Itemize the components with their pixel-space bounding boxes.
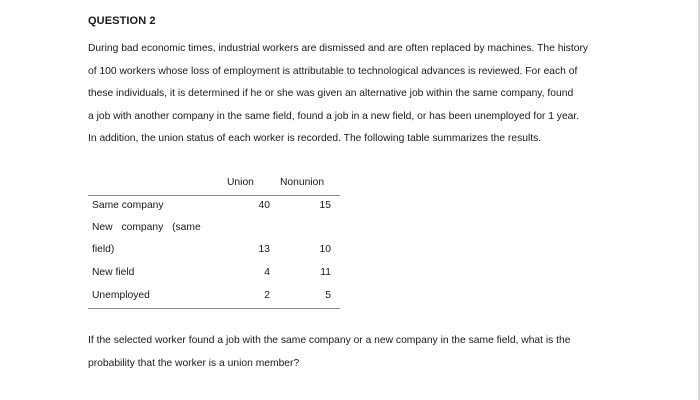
cell-union-same-company: 40 [258,200,270,211]
cell-nonunion-unemployed: 5 [325,290,331,301]
row-label-new-company-cont: field) [92,244,115,255]
column-header-union: Union [227,177,254,188]
intro-line: During bad economic times, industrial workers are dismissed and are often replaced by machines. The history [88,43,589,54]
cell-union-new-field: 4 [264,267,270,278]
cell-union-new-company: 13 [258,244,270,255]
prompt-line: probability that the worker is a union member? [88,357,300,369]
intro-line: In addition, the union status of each worker is recorded. The following table summarizes the results. [88,133,542,144]
intro-line: of 100 workers whose loss of employment is attributable to technological advances is reviewed. For each of [88,65,578,77]
cell-nonunion-new-company: 10 [319,244,331,255]
prompt-line: If the selected worker found a job with the same company or a new company in the same field, what is the [88,335,571,346]
table-top-rule [88,195,340,196]
intro-line: these individuals, it is determined if he or she was given an alternative job within the same company, found [88,88,574,99]
cell-union-unemployed: 2 [264,290,270,301]
row-label-same-company: Same company [92,200,164,211]
column-header-nonunion: Nonunion [280,177,325,188]
question-intro [88,38,648,151]
cell-nonunion-same-company: 15 [319,200,331,211]
table-bottom-rule [88,308,340,309]
intro-line: a job with another company in the same field, found a job in a new field, or has been unemployed for 1 year. [88,110,580,122]
row-label-new-field: New field [92,267,135,278]
row-label-new-company: New company (same [92,222,201,233]
results-table [88,170,340,312]
question-prompt [88,330,648,375]
row-label-unemployed: Unemployed [92,290,150,301]
question-title: QUESTION 2 [88,15,156,27]
cell-nonunion-new-field: 11 [320,267,331,278]
